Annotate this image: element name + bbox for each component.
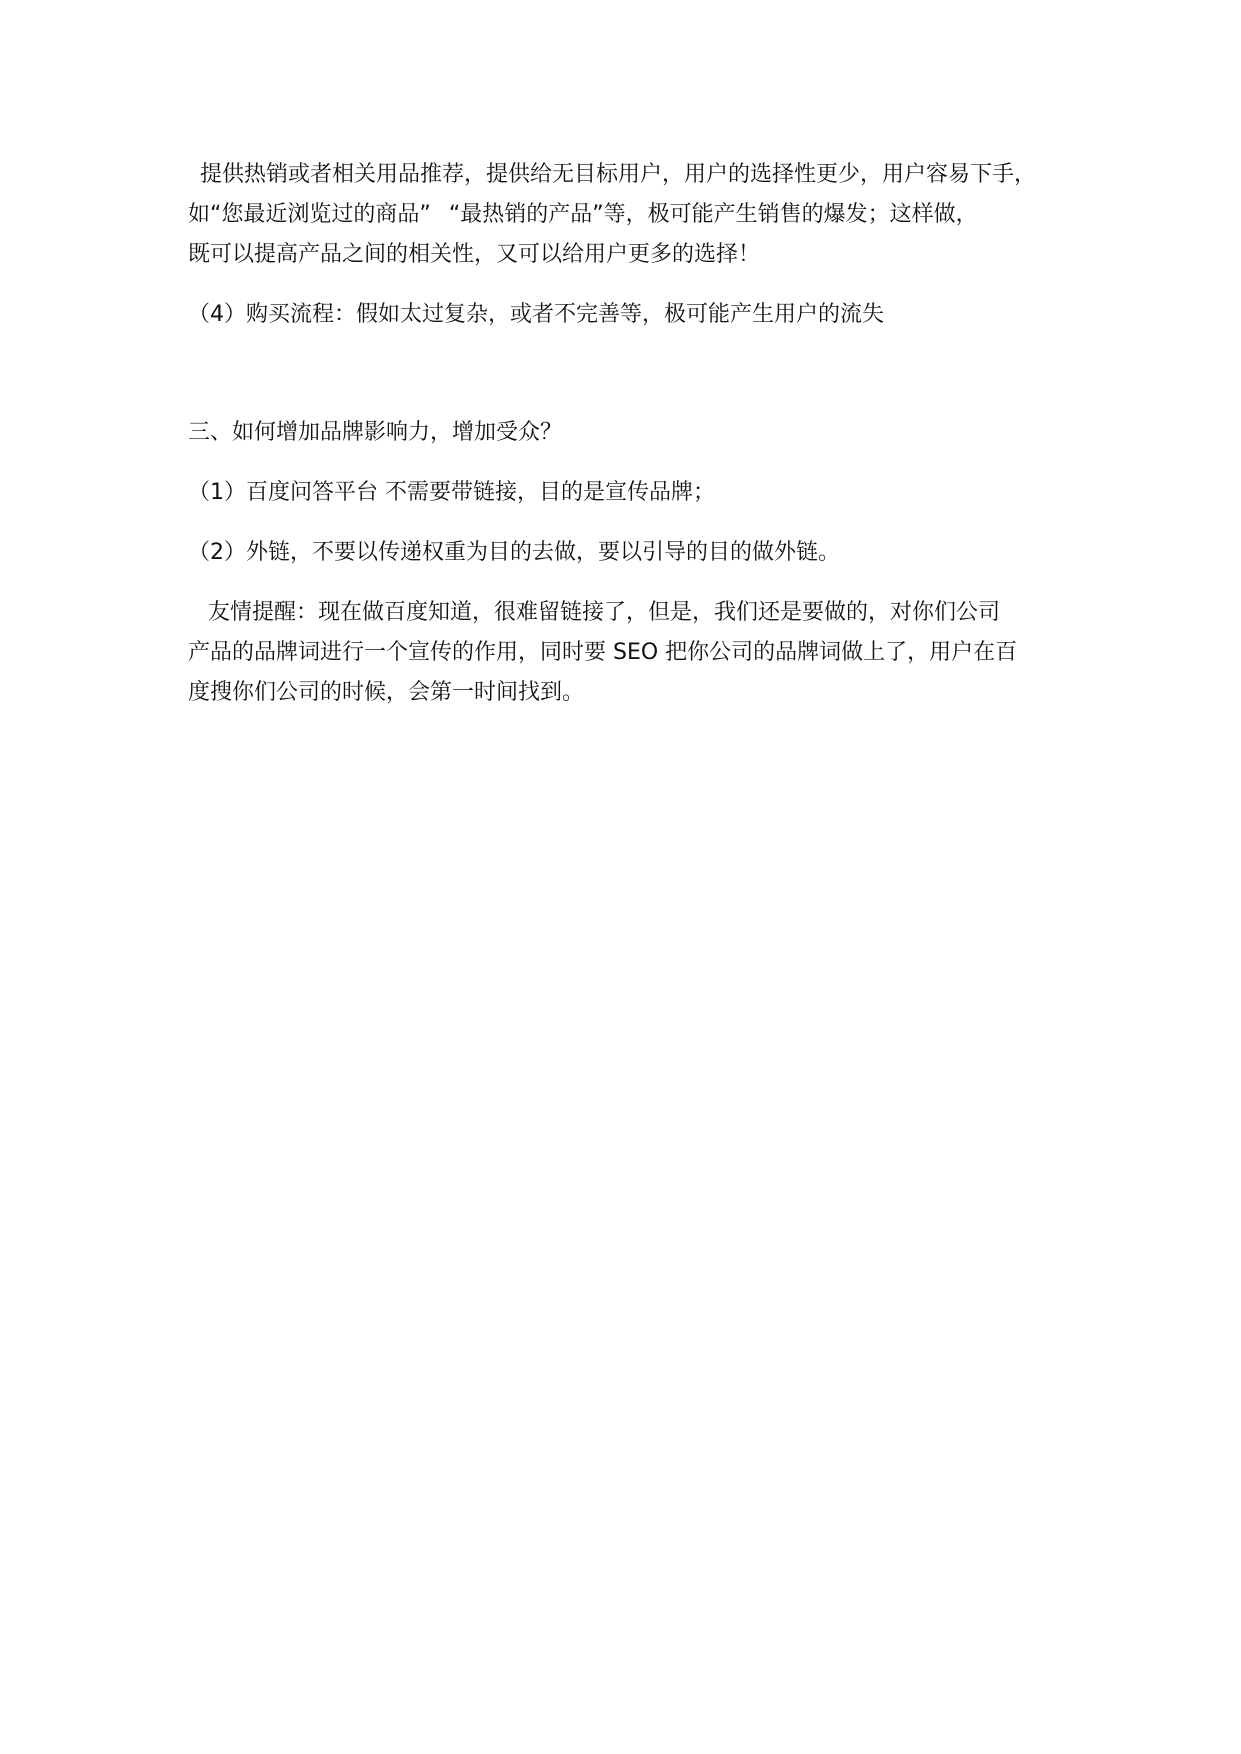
tip-line3: 度搜你们公司的时候，会第一时间找到。 [188, 680, 585, 705]
para1-line2-quote2: “最热销的产品” [448, 202, 604, 227]
para1-line2 [188, 195, 1088, 235]
section-3-heading: 三、如何增加品牌影响力，增加受众？ [188, 420, 563, 445]
list-item-4: （4）购买流程：假如太过复杂，或者不完善等，极可能产生用户的流失 [188, 302, 884, 327]
list-item-2: （2）外链，不要以传递权重为目的去做，要以引导的目的做外链。 [188, 540, 840, 565]
list-item-1: （1）百度问答平台 不需要带链接，目的是宣传品牌； [188, 480, 715, 505]
tip-line1: 友情提醒：现在做百度知道，很难留链接了，但是，我们还是要做的，对你们公司 [208, 600, 1001, 625]
para1-line1: 提供热销或者相关用品推荐，提供给无目标用户，用户的选择性更少，用户容易下手， [200, 162, 1037, 187]
para1-line2-prefix: 如 [188, 202, 211, 227]
para1-line2-quote1: “您最近浏览过的商品” [210, 202, 431, 227]
para1-line2-suffix: 等，极可能产生销售的爆发；这样做， [603, 202, 978, 227]
document-body [188, 155, 1088, 713]
tip-line2: 产品的品牌词进行一个宣传的作用，同时要 SEO 把你公司的品牌词做上了，用户在百 [188, 640, 1018, 665]
para1-line3: 既可以提高产品之间的相关性，又可以给用户更多的选择！ [188, 242, 761, 267]
